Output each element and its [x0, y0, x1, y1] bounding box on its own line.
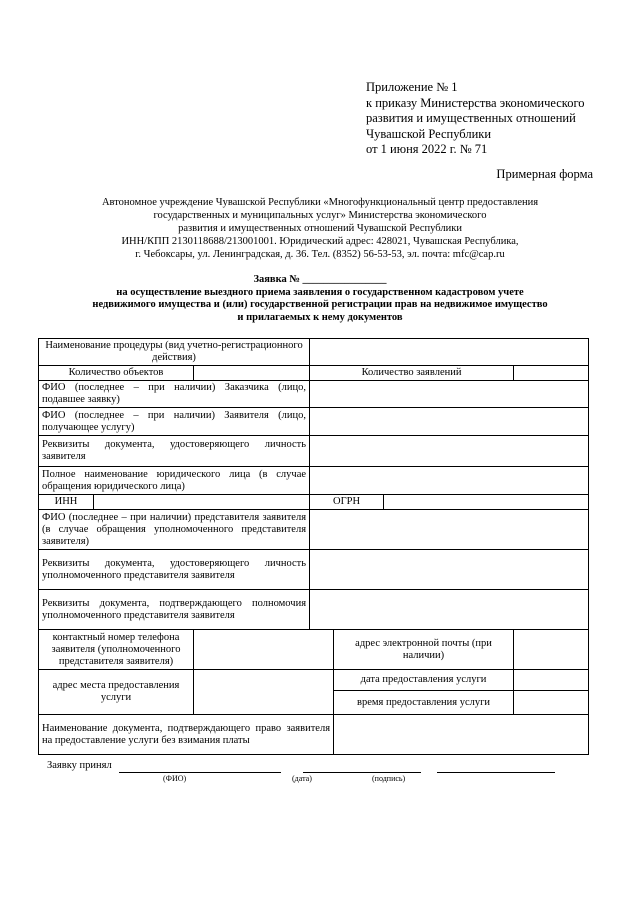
signature-caption: (подпись): [372, 774, 406, 783]
table-row: [39, 381, 589, 408]
fio-line[interactable]: [119, 772, 281, 773]
procedure-name-field[interactable]: [310, 339, 589, 366]
table-row: [39, 339, 589, 366]
customer-fio-label: ФИО (последнее – при наличии) Заказчика (лицо, подавшее заявку): [39, 381, 310, 408]
ogrn-field[interactable]: [384, 495, 589, 510]
document-title: [40, 274, 600, 324]
email-field[interactable]: [514, 630, 589, 670]
procedure-name-label: Наименование процедуры (вид учетно-регистрационного действия): [39, 339, 310, 366]
title-line: Заявка № ________________: [253, 274, 387, 285]
representative-fio-field[interactable]: [310, 510, 589, 550]
organization-line: г. Чебоксары, ул. Ленинградская, д. 36. Тел. (8352) 56-53-53, эл. почта: mfc@cap.ru: [135, 249, 505, 260]
applications-count-label: Количество заявлений: [310, 366, 514, 381]
table-row: [39, 670, 589, 691]
representative-id-doc-label: Реквизиты документа, удостоверяющего личность уполномоченного представителя заявителя: [39, 550, 310, 590]
representative-authority-doc-field[interactable]: [310, 590, 589, 630]
organization-line: Автономное учреждение Чувашской Республики «Многофункциональный центр предоставления: [101, 197, 539, 208]
table-row: [39, 590, 589, 630]
appendix-line: к приказу Министерства экономического: [366, 95, 585, 110]
title-line: и прилагаемых к нему документов: [237, 311, 403, 323]
service-date-label: дата предоставления услуги: [334, 670, 514, 691]
table-row: [39, 366, 589, 381]
table-row: [39, 550, 589, 590]
contact-phone-field[interactable]: [194, 630, 334, 670]
table-row: [39, 408, 589, 436]
applicant-id-doc-label: Реквизиты документа, удостоверяющего личность заявителя: [39, 436, 310, 467]
legal-entity-name-label: Полное наименование юридического лица (в случае обращения юридического лица): [39, 467, 310, 495]
inn-field[interactable]: [94, 495, 310, 510]
date-line[interactable]: [303, 772, 421, 773]
application-form-table: [38, 338, 589, 755]
representative-fio-label: ФИО (последнее – при наличии) представителя заявителя (в случае обращения уполномоченного представителя заявителя): [39, 510, 310, 550]
service-address-field[interactable]: [194, 670, 334, 715]
representative-id-doc-field[interactable]: [310, 550, 589, 590]
applicant-fio-label: ФИО (последнее – при наличии) Заявителя (лицо, получающее услугу): [39, 408, 310, 436]
fio-caption: (ФИО): [163, 774, 187, 783]
table-row: [39, 495, 589, 510]
organization-header: [60, 196, 580, 261]
organization-line: ИНН/КПП 2130118688/213001001. Юридический адрес: 428021, Чувашская Республика,: [121, 236, 519, 247]
service-time-field[interactable]: [514, 691, 589, 715]
table-row: [39, 630, 589, 670]
accepted-by-label: Заявку принял: [47, 760, 112, 771]
title-line: на осуществление выездного приема заявления о государственном кадастровом учете: [116, 286, 524, 298]
appendix-block: [366, 80, 585, 158]
appendix-line: от 1 июня 2022 г. № 71: [366, 142, 488, 156]
applicant-id-doc-field[interactable]: [310, 436, 589, 467]
date-caption: (дата): [292, 774, 312, 783]
signature-line[interactable]: [437, 772, 555, 773]
service-time-label: время предоставления услуги: [334, 691, 514, 715]
contact-phone-label: контактный номер телефона заявителя (уполномоченного представителя заявителя): [39, 630, 194, 670]
ogrn-label: ОГРН: [310, 495, 384, 510]
email-label: адрес электронной почты (при наличии): [334, 630, 514, 670]
title-line: недвижимого имущества и (или) государственной регистрации прав на недвижимое имущество: [92, 299, 548, 310]
inn-label: ИНН: [39, 495, 94, 510]
form-note: Примерная форма: [496, 167, 593, 181]
applications-count-field[interactable]: [514, 366, 589, 381]
table-row: [39, 436, 589, 467]
table-row: [39, 715, 589, 755]
objects-count-field[interactable]: [194, 366, 310, 381]
customer-fio-field[interactable]: [310, 381, 589, 408]
applicant-fio-field[interactable]: [310, 408, 589, 436]
appendix-line: Чувашской Республики: [366, 126, 492, 141]
appendix-line: развития и имущественных отношений: [366, 111, 576, 125]
organization-line: развития и имущественных отношений Чувашской Республики: [178, 223, 462, 234]
organization-line: государственных и муниципальных услуг» Министерства экономического: [153, 210, 487, 221]
objects-count-label: Количество объектов: [39, 366, 194, 381]
service-date-field[interactable]: [514, 670, 589, 691]
table-row: [39, 467, 589, 495]
service-address-label: адрес места предоставления услуги: [39, 670, 194, 715]
table-row: [39, 510, 589, 550]
free-service-doc-field[interactable]: [334, 715, 589, 755]
free-service-doc-label: Наименование документа, подтверждающего право заявителя на предоставление услуги без взимания платы: [39, 715, 334, 755]
legal-entity-name-field[interactable]: [310, 467, 589, 495]
appendix-line: Приложение № 1: [366, 80, 458, 94]
representative-authority-doc-label: Реквизиты документа, подтверждающего полномочия уполномоченного представителя заявителя: [39, 590, 310, 630]
